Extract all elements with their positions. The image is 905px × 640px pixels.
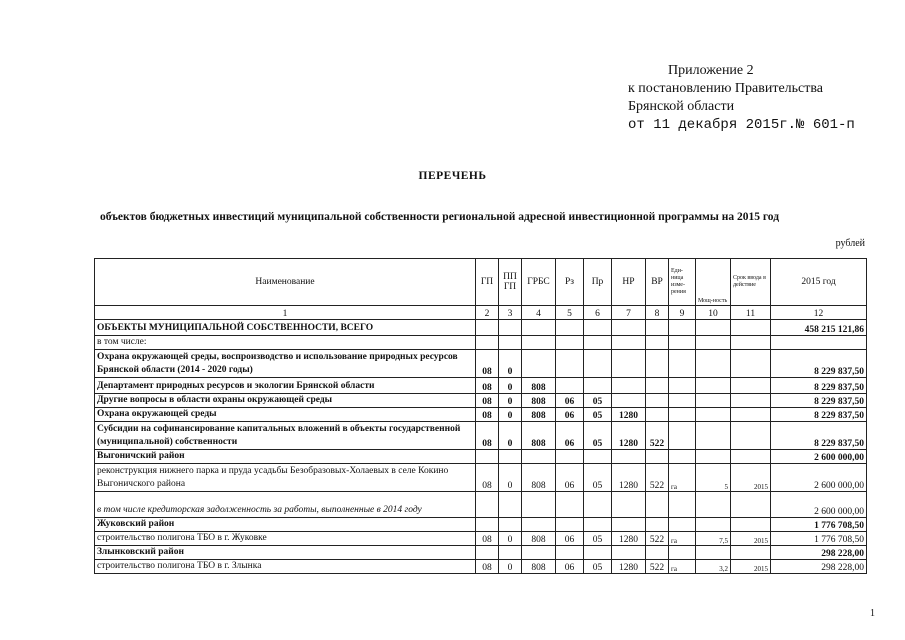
row-sum: 298 228,00 <box>771 560 867 574</box>
row-ppgp: 0 <box>499 532 522 546</box>
table-row <box>95 336 867 350</box>
row-power <box>696 336 731 350</box>
row-nr <box>612 350 646 378</box>
row-name: Охрана окружающей среды <box>95 408 476 422</box>
row-name: Субсидии на софинансирование капитальных вложений в объекты государственной (муниципальной) собственности <box>95 422 476 450</box>
row-rz <box>556 378 584 394</box>
row-sum: 8 229 837,50 <box>771 394 867 408</box>
table-row <box>95 464 867 492</box>
table-row <box>95 350 867 378</box>
col-header-term: Срок ввода в действие <box>731 259 771 306</box>
row-power <box>696 320 731 336</box>
row-unit <box>669 378 696 394</box>
row-term: 2015 <box>731 464 771 492</box>
row-grbs <box>522 546 556 560</box>
col-header-gp: ГП <box>476 259 499 306</box>
row-grbs: 808 <box>522 464 556 492</box>
row-name: Другие вопросы в области охраны окружающей среды <box>95 394 476 408</box>
row-vr: 522 <box>646 532 669 546</box>
row-gp: 08 <box>476 532 499 546</box>
row-rz: 06 <box>556 560 584 574</box>
column-number: 2 <box>476 306 499 320</box>
row-ppgp: 0 <box>499 378 522 394</box>
row-pr <box>584 450 612 464</box>
row-term <box>731 450 771 464</box>
row-term <box>731 422 771 450</box>
row-power <box>696 518 731 532</box>
row-name: Охрана окружающей среды, воспроизводство и использование природных ресурсов Брянской области (2014 - 2020 годы) <box>95 350 476 378</box>
row-name: Выгоничский район <box>95 450 476 464</box>
row-vr <box>646 546 669 560</box>
row-unit <box>669 320 696 336</box>
row-nr <box>612 492 646 518</box>
row-vr <box>646 336 669 350</box>
row-term <box>731 394 771 408</box>
table-row <box>95 378 867 394</box>
row-rz: 06 <box>556 408 584 422</box>
row-pr: 05 <box>584 422 612 450</box>
row-vr <box>646 518 669 532</box>
row-vr: 522 <box>646 422 669 450</box>
row-ppgp <box>499 518 522 532</box>
row-power <box>696 492 731 518</box>
row-rz: 06 <box>556 464 584 492</box>
row-ppgp <box>499 450 522 464</box>
row-sum: 1 776 708,50 <box>771 518 867 532</box>
table-row <box>95 518 867 532</box>
row-name: реконструкция нижнего парка и пруда усадьбы Безобразовых-Холаевых в селе Кокино Выгоничского района <box>95 464 476 492</box>
row-ppgp <box>499 320 522 336</box>
row-sum: 8 229 837,50 <box>771 408 867 422</box>
table-row <box>95 546 867 560</box>
row-power <box>696 350 731 378</box>
column-number: 3 <box>499 306 522 320</box>
row-rz <box>556 336 584 350</box>
row-sum: 298 228,00 <box>771 546 867 560</box>
row-power: 3,2 <box>696 560 731 574</box>
column-number: 6 <box>584 306 612 320</box>
column-number-row <box>95 306 867 320</box>
column-number: 5 <box>556 306 584 320</box>
row-power <box>696 408 731 422</box>
appendix-title: Приложение 2 <box>668 63 754 78</box>
col-header-pr: Пр <box>584 259 612 306</box>
row-grbs: 808 <box>522 560 556 574</box>
row-name: Жуковский район <box>95 518 476 532</box>
row-grbs <box>522 450 556 464</box>
row-gp <box>476 546 499 560</box>
row-vr: 522 <box>646 560 669 574</box>
row-vr <box>646 394 669 408</box>
row-term <box>731 336 771 350</box>
table-row <box>95 422 867 450</box>
investment-table <box>94 258 867 574</box>
row-rz <box>556 350 584 378</box>
row-power: 7,5 <box>696 532 731 546</box>
row-gp: 08 <box>476 378 499 394</box>
appendix-decree: к постановлению Правительства <box>628 81 824 96</box>
col-header-grbs: ГРБС <box>522 259 556 306</box>
row-nr <box>612 336 646 350</box>
row-gp <box>476 492 499 518</box>
row-grbs: 808 <box>522 378 556 394</box>
row-ppgp: 0 <box>499 560 522 574</box>
col-header-rz: Рз <box>556 259 584 306</box>
row-gp <box>476 336 499 350</box>
row-grbs <box>522 320 556 336</box>
table-row <box>95 492 867 518</box>
row-pr <box>584 320 612 336</box>
row-sum: 458 215 121,86 <box>771 320 867 336</box>
appendix-block <box>628 62 855 134</box>
row-sum: 8 229 837,50 <box>771 350 867 378</box>
row-nr <box>612 450 646 464</box>
appendix-region: Брянской области <box>628 99 735 114</box>
row-vr <box>646 408 669 422</box>
row-gp <box>476 518 499 532</box>
row-term <box>731 350 771 378</box>
table-row <box>95 320 867 336</box>
row-ppgp <box>499 336 522 350</box>
row-pr: 05 <box>584 560 612 574</box>
row-rz: 06 <box>556 532 584 546</box>
column-number: 7 <box>612 306 646 320</box>
row-term: 2015 <box>731 532 771 546</box>
row-term <box>731 546 771 560</box>
row-pr: 05 <box>584 532 612 546</box>
row-vr <box>646 320 669 336</box>
currency-unit: рублей <box>835 238 865 249</box>
row-grbs <box>522 518 556 532</box>
row-vr <box>646 492 669 518</box>
column-number: 1 <box>95 306 476 320</box>
row-grbs: 808 <box>522 408 556 422</box>
row-rz <box>556 518 584 532</box>
row-rz <box>556 450 584 464</box>
row-unit <box>669 492 696 518</box>
row-unit <box>669 422 696 450</box>
row-sum: 8 229 837,50 <box>771 422 867 450</box>
row-pr <box>584 378 612 394</box>
row-power <box>696 394 731 408</box>
row-nr <box>612 546 646 560</box>
row-ppgp: 0 <box>499 464 522 492</box>
row-pr <box>584 518 612 532</box>
row-gp: 08 <box>476 560 499 574</box>
row-name: Злынковский район <box>95 546 476 560</box>
row-power <box>696 450 731 464</box>
row-unit <box>669 518 696 532</box>
row-unit <box>669 450 696 464</box>
row-sum <box>771 336 867 350</box>
row-gp <box>476 320 499 336</box>
row-pr <box>584 546 612 560</box>
row-pr: 05 <box>584 408 612 422</box>
document-title: ПЕРЕЧЕНЬ <box>418 170 487 182</box>
row-term <box>731 378 771 394</box>
col-header-unit: Еди-ница изме-рения <box>669 259 696 306</box>
row-pr: 05 <box>584 464 612 492</box>
column-number: 12 <box>771 306 867 320</box>
row-power <box>696 422 731 450</box>
row-vr: 522 <box>646 464 669 492</box>
row-rz <box>556 546 584 560</box>
row-unit <box>669 394 696 408</box>
row-grbs <box>522 492 556 518</box>
row-name: в том числе кредиторская задолженность за работы, выполненные в 2014 году <box>95 492 476 518</box>
row-ppgp <box>499 546 522 560</box>
row-unit: га <box>669 464 696 492</box>
row-gp: 08 <box>476 408 499 422</box>
row-grbs: 808 <box>522 394 556 408</box>
row-vr <box>646 350 669 378</box>
row-term <box>731 408 771 422</box>
row-rz: 06 <box>556 394 584 408</box>
header-row <box>95 259 867 306</box>
row-sum: 1 776 708,50 <box>771 532 867 546</box>
page-number: 1 <box>870 608 875 619</box>
row-vr <box>646 378 669 394</box>
row-term <box>731 492 771 518</box>
column-number: 9 <box>669 306 696 320</box>
column-number: 8 <box>646 306 669 320</box>
row-grbs: 808 <box>522 532 556 546</box>
col-header-year: 2015 год <box>771 259 867 306</box>
row-grbs <box>522 350 556 378</box>
row-name: Департамент природных ресурсов и экологии Брянской области <box>95 378 476 394</box>
row-rz: 06 <box>556 422 584 450</box>
row-power: 5 <box>696 464 731 492</box>
row-pr <box>584 492 612 518</box>
row-sum: 2 600 000,00 <box>771 492 867 518</box>
row-term: 2015 <box>731 560 771 574</box>
row-term <box>731 320 771 336</box>
table-row <box>95 560 867 574</box>
row-term <box>731 518 771 532</box>
row-name: в том числе: <box>95 336 476 350</box>
row-sum: 8 229 837,50 <box>771 378 867 394</box>
row-unit <box>669 350 696 378</box>
table-row <box>95 394 867 408</box>
row-nr <box>612 320 646 336</box>
row-name: ОБЪЕКТЫ МУНИЦИПАЛЬНОЙ СОБСТВЕННОСТИ, ВСЕГО <box>95 320 476 336</box>
row-ppgp: 0 <box>499 394 522 408</box>
table-row <box>95 532 867 546</box>
row-unit <box>669 336 696 350</box>
row-rz <box>556 320 584 336</box>
row-ppgp: 0 <box>499 350 522 378</box>
row-pr <box>584 350 612 378</box>
table-row <box>95 450 867 464</box>
row-ppgp <box>499 492 522 518</box>
row-ppgp: 0 <box>499 408 522 422</box>
column-number: 11 <box>731 306 771 320</box>
row-ppgp: 0 <box>499 422 522 450</box>
row-gp: 08 <box>476 350 499 378</box>
row-vr <box>646 450 669 464</box>
row-unit <box>669 408 696 422</box>
row-unit <box>669 546 696 560</box>
row-rz <box>556 492 584 518</box>
row-name: строительство полигона ТБО в г. Злынка <box>95 560 476 574</box>
row-nr <box>612 378 646 394</box>
row-nr: 1280 <box>612 532 646 546</box>
column-number: 10 <box>696 306 731 320</box>
row-gp: 08 <box>476 394 499 408</box>
row-pr: 05 <box>584 394 612 408</box>
row-sum: 2 600 000,00 <box>771 450 867 464</box>
col-header-ppgp: ПП ГП <box>499 259 522 306</box>
row-gp <box>476 450 499 464</box>
row-power <box>696 546 731 560</box>
row-nr: 1280 <box>612 422 646 450</box>
col-header-power: Мощ-ность <box>696 259 731 306</box>
row-grbs <box>522 336 556 350</box>
row-nr: 1280 <box>612 560 646 574</box>
row-pr <box>584 336 612 350</box>
row-unit: га <box>669 532 696 546</box>
row-power <box>696 378 731 394</box>
col-header-name: Наименование <box>95 259 476 306</box>
col-header-nr: НР <box>612 259 646 306</box>
col-header-vr: ВР <box>646 259 669 306</box>
row-grbs: 808 <box>522 422 556 450</box>
row-nr <box>612 518 646 532</box>
row-sum: 2 600 000,00 <box>771 464 867 492</box>
appendix-date-number: от 11 декабря 2015г.№ 601-п <box>628 117 855 133</box>
table-row <box>95 408 867 422</box>
row-gp: 08 <box>476 422 499 450</box>
row-gp: 08 <box>476 464 499 492</box>
row-unit: га <box>669 560 696 574</box>
document-subtitle: объектов бюджетных инвестиций муниципальной собственности региональной адресной инвестиционной программы на 2015 год <box>100 211 780 223</box>
column-number: 4 <box>522 306 556 320</box>
row-nr: 1280 <box>612 464 646 492</box>
row-nr: 1280 <box>612 408 646 422</box>
row-nr <box>612 394 646 408</box>
row-name: строительство полигона ТБО в г. Жуковке <box>95 532 476 546</box>
